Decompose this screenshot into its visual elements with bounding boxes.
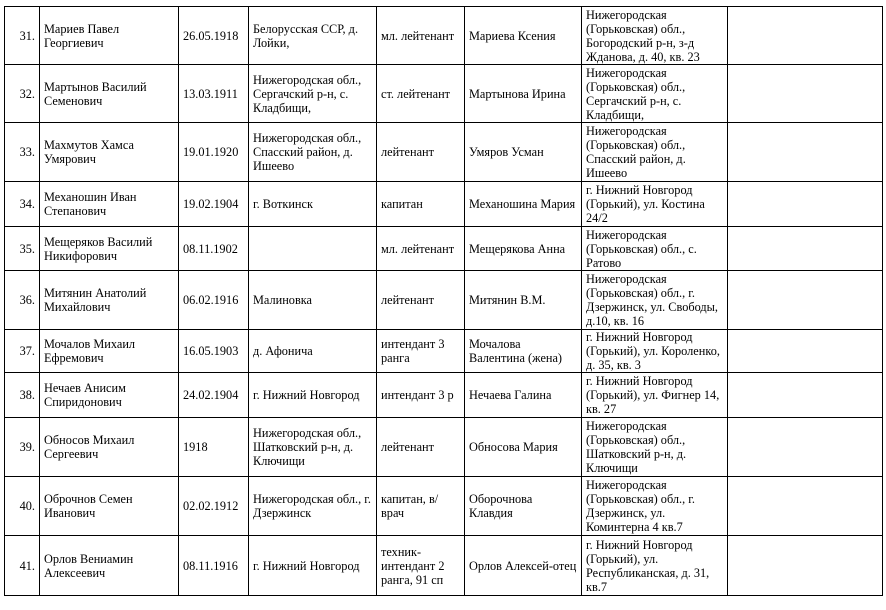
table-row — [5, 271, 883, 330]
empty-cell — [728, 373, 883, 418]
rank: интендант 3 р — [377, 373, 465, 418]
table-row — [5, 536, 883, 596]
rank: интендант 3 ранга — [377, 330, 465, 373]
full-name: Обносов Михаил Сергеевич — [40, 418, 179, 477]
rank: лейтенант — [377, 271, 465, 330]
birthplace: г. Нижний Новгород — [249, 536, 377, 596]
row-number: 31. — [5, 7, 40, 65]
full-name: Мартынов Василий Семенович — [40, 65, 179, 123]
address: г. Нижний Новгород (Горький), ул. Республиканская, д. 31, кв.7 — [582, 536, 728, 596]
address: Нижегородская (Горьковская) обл., г. Дзержинск, ул. Коминтерна 4 кв.7 — [582, 477, 728, 536]
empty-cell — [728, 271, 883, 330]
row-number: 41. — [5, 536, 40, 596]
relative: Орлов Алексей-отец — [465, 536, 582, 596]
table-row — [5, 330, 883, 373]
address: Нижегородская (Горьковская) обл., с. Ратово — [582, 227, 728, 271]
birth-date: 13.03.1911 — [179, 65, 249, 123]
empty-cell — [728, 7, 883, 65]
table-row — [5, 373, 883, 418]
birth-date: 19.01.1920 — [179, 123, 249, 182]
table-row — [5, 7, 883, 65]
rank: мл. лейтенант — [377, 227, 465, 271]
empty-cell — [728, 477, 883, 536]
birth-date: 08.11.1902 — [179, 227, 249, 271]
address: Нижегородская (Горьковская) обл., Богородский р-н, з-д Жданова, д. 40, кв. 23 — [582, 7, 728, 65]
birthplace: Нижегородская обл., г. Дзержинск — [249, 477, 377, 536]
birthplace: Нижегородская обл., Сергачский р-н, с. Кладбищи, — [249, 65, 377, 123]
full-name: Мочалов Михаил Ефремович — [40, 330, 179, 373]
birth-date: 08.11.1916 — [179, 536, 249, 596]
birth-date: 1918 — [179, 418, 249, 477]
empty-cell — [728, 227, 883, 271]
birthplace: г. Нижний Новгород — [249, 373, 377, 418]
empty-cell — [728, 123, 883, 182]
birth-date: 02.02.1912 — [179, 477, 249, 536]
birth-date: 26.05.1918 — [179, 7, 249, 65]
birthplace: Нижегородская обл., Спасский район, д. Ишеево — [249, 123, 377, 182]
table-row — [5, 477, 883, 536]
empty-cell — [728, 65, 883, 123]
row-number: 38. — [5, 373, 40, 418]
empty-cell — [728, 330, 883, 373]
relative: Мариева Ксения — [465, 7, 582, 65]
address: Нижегородская (Горьковская) обл., Сергачский р-н, с. Кладбищи, — [582, 65, 728, 123]
relative: Митянин В.М. — [465, 271, 582, 330]
birth-date: 06.02.1916 — [179, 271, 249, 330]
row-number: 40. — [5, 477, 40, 536]
full-name: Механошин Иван Степанович — [40, 182, 179, 227]
table-row — [5, 418, 883, 477]
birthplace: Малиновка — [249, 271, 377, 330]
relative: Мочалова Валентина (жена) — [465, 330, 582, 373]
birthplace: Нижегородская обл., Шатковский р-н, д. Ключищи — [249, 418, 377, 477]
rank: лейтенант — [377, 418, 465, 477]
birthplace: г. Воткинск — [249, 182, 377, 227]
relative: Нечаева Галина — [465, 373, 582, 418]
table-row — [5, 227, 883, 271]
relative: Мещерякова Анна — [465, 227, 582, 271]
personnel-table — [4, 6, 883, 596]
full-name: Оброчнов Семен Иванович — [40, 477, 179, 536]
table-row — [5, 65, 883, 123]
full-name: Мещеряков Василий Никифорович — [40, 227, 179, 271]
row-number: 34. — [5, 182, 40, 227]
row-number: 33. — [5, 123, 40, 182]
rank: мл. лейтенант — [377, 7, 465, 65]
address: г. Нижний Новгород (Горький), ул. Костина 24/2 — [582, 182, 728, 227]
address: Нижегородская (Горьковская) обл., г. Дзержинск, ул. Свободы, д.10, кв. 16 — [582, 271, 728, 330]
full-name: Орлов Вениамин Алексеевич — [40, 536, 179, 596]
birthplace: д. Афонича — [249, 330, 377, 373]
full-name: Махмутов Хамса Умярович — [40, 123, 179, 182]
rank: лейтенант — [377, 123, 465, 182]
full-name: Мариев Павел Георгиевич — [40, 7, 179, 65]
row-number: 39. — [5, 418, 40, 477]
relative: Обносова Мария — [465, 418, 582, 477]
relative: Оборочнова Клавдия — [465, 477, 582, 536]
rank: ст. лейтенант — [377, 65, 465, 123]
empty-cell — [728, 182, 883, 227]
relative: Механошина Мария — [465, 182, 582, 227]
address: Нижегородская (Горьковская) обл., Спасский район, д. Ишеево — [582, 123, 728, 182]
address: Нижегородская (Горьковская) обл., Шатковский р-н, д. Ключищи — [582, 418, 728, 477]
table-row — [5, 182, 883, 227]
rank: капитан — [377, 182, 465, 227]
birth-date: 19.02.1904 — [179, 182, 249, 227]
row-number: 32. — [5, 65, 40, 123]
table-row — [5, 123, 883, 182]
full-name: Митянин Анатолий Михайлович — [40, 271, 179, 330]
rank: техник-интендант 2 ранга, 91 сп — [377, 536, 465, 596]
birth-date: 16.05.1903 — [179, 330, 249, 373]
empty-cell — [728, 418, 883, 477]
address: г. Нижний Новгород (Горький), ул. Короленко, д. 35, кв. 3 — [582, 330, 728, 373]
birth-date: 24.02.1904 — [179, 373, 249, 418]
birthplace — [249, 227, 377, 271]
rank: капитан, в/врач — [377, 477, 465, 536]
row-number: 36. — [5, 271, 40, 330]
relative: Мартынова Ирина — [465, 65, 582, 123]
birthplace: Белорусская ССР, д. Лойки, — [249, 7, 377, 65]
address: г. Нижний Новгород (Горький), ул. Фигнер 14, кв. 27 — [582, 373, 728, 418]
full-name: Нечаев Анисим Спиридонович — [40, 373, 179, 418]
row-number: 37. — [5, 330, 40, 373]
row-number: 35. — [5, 227, 40, 271]
empty-cell — [728, 536, 883, 596]
relative: Умяров Усман — [465, 123, 582, 182]
